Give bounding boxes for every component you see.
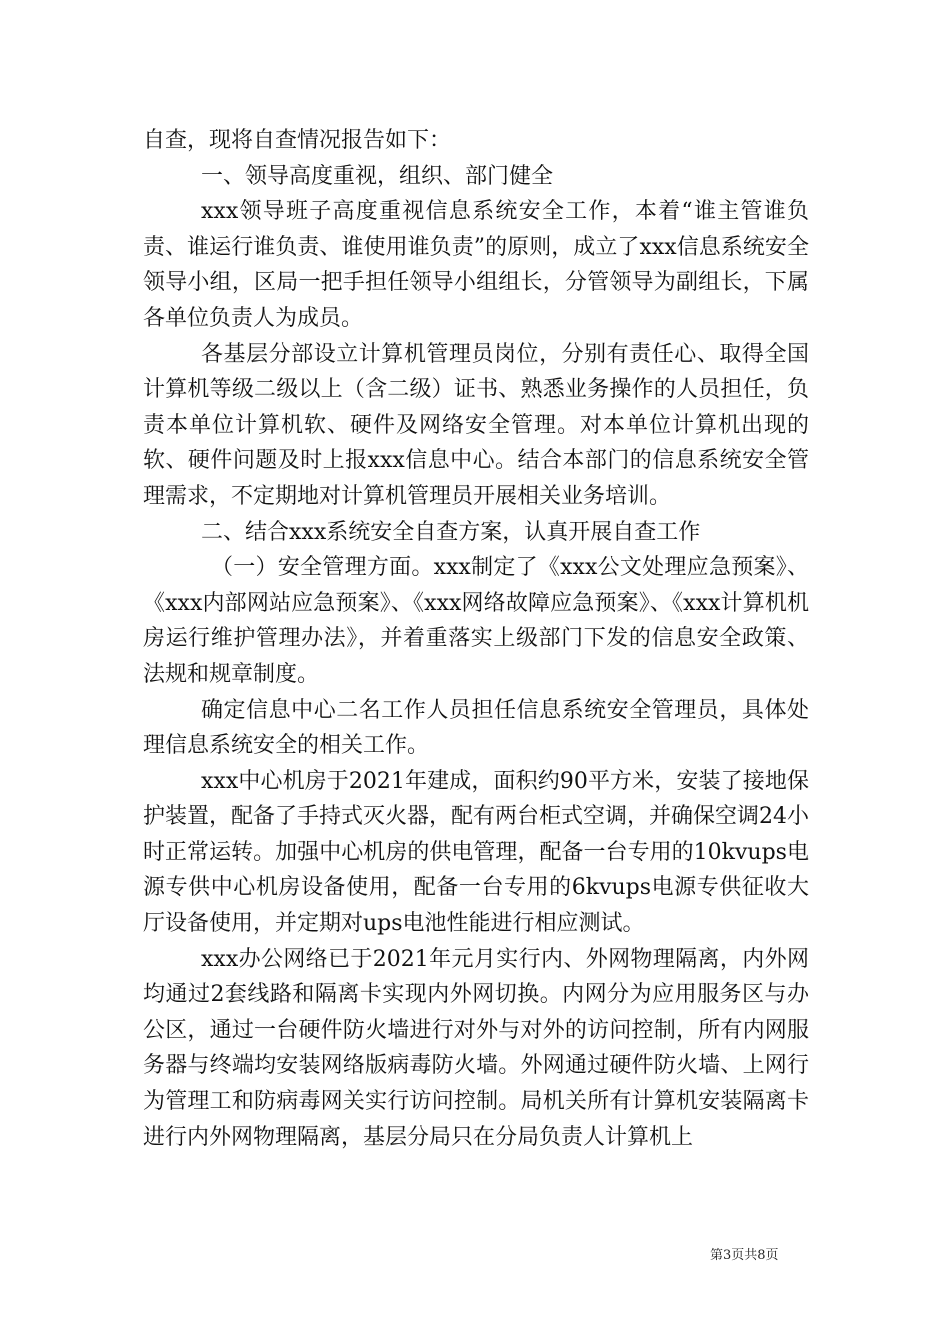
paragraph-server-room: xxx中心机房于2021年建成，面积约90平方米，安装了接地保护装置，配备了手持式灭火器，配有两台柜式空调，并确保空调24小时正常运转。加强中心机房的供电管理，配备一台专用的10kvups电源专供中心机房设备使用，配备一台专用的6kvups电源专供征收大厅设备使用，并定期对ups电池性能进行相应测试。	[143, 768, 809, 937]
heading-section-2: 二、结合xxx系统安全自查方案，认真开展自查工作	[201, 519, 701, 545]
heading-section-1: 一、领导高度重视，组织、部门健全	[201, 163, 554, 189]
paragraph-security-staff: 确定信息中心二名工作人员担任信息系统安全管理员，具体处理信息系统安全的相关工作。	[143, 697, 809, 759]
paragraph-security-management: （一）安全管理方面。xxx制定了《xxx公文处理应急预案》、《xxx内部网站应急预案》、《xxx网络故障应急预案》、《xxx计算机机房运行维护管理办法》，并着重落实上级部门下发的信息安全政策、法规和规章制度。	[143, 555, 809, 687]
paragraph-admin-posts: 各基层分部设立计算机管理员岗位，分别有责任心、取得全国计算机等级二级以上（含二级）证书、熟悉业务操作的人员担任，负责本单位计算机软、硬件及网络安全管理。对本单位计算机出现的软、硬件问题及时上报xxx信息中心。结合本部门的信息系统安全管理需求，不定期地对计算机管理员开展相关业务培训。	[143, 341, 809, 509]
paragraph-network-isolation: xxx办公网络已于2021年元月实行内、外网物理隔离，内外网均通过2套线路和隔离卡实现内外网切换。内网分为应用服务区与办公区，通过一台硬件防火墙进行对外与对外的访问控制，所有内网服务器与终端均安装网络版病毒防火墙。外网通过硬件防火墙、上网行为管理工和防病毒网关实行访问控制。局机关所有计算机安装隔离卡进行内外网物理隔离，基层分局只在分局负责人计算机上	[143, 946, 809, 1150]
paragraph-leadership: xxx领导班子高度重视信息系统安全工作，本着“谁主管谁负责、谁运行谁负责、谁使用谁负责”的原则，成立了xxx信息系统安全领导小组，区局一把手担任领导小组组长，分管领导为副组长，下属各单位负责人为成员。	[143, 199, 809, 331]
paragraph-intro: 自查，现将自查情况报告如下：	[143, 128, 452, 153]
document-body	[143, 123, 809, 1155]
page-number-footer: 第3页共8页	[710, 1248, 779, 1263]
